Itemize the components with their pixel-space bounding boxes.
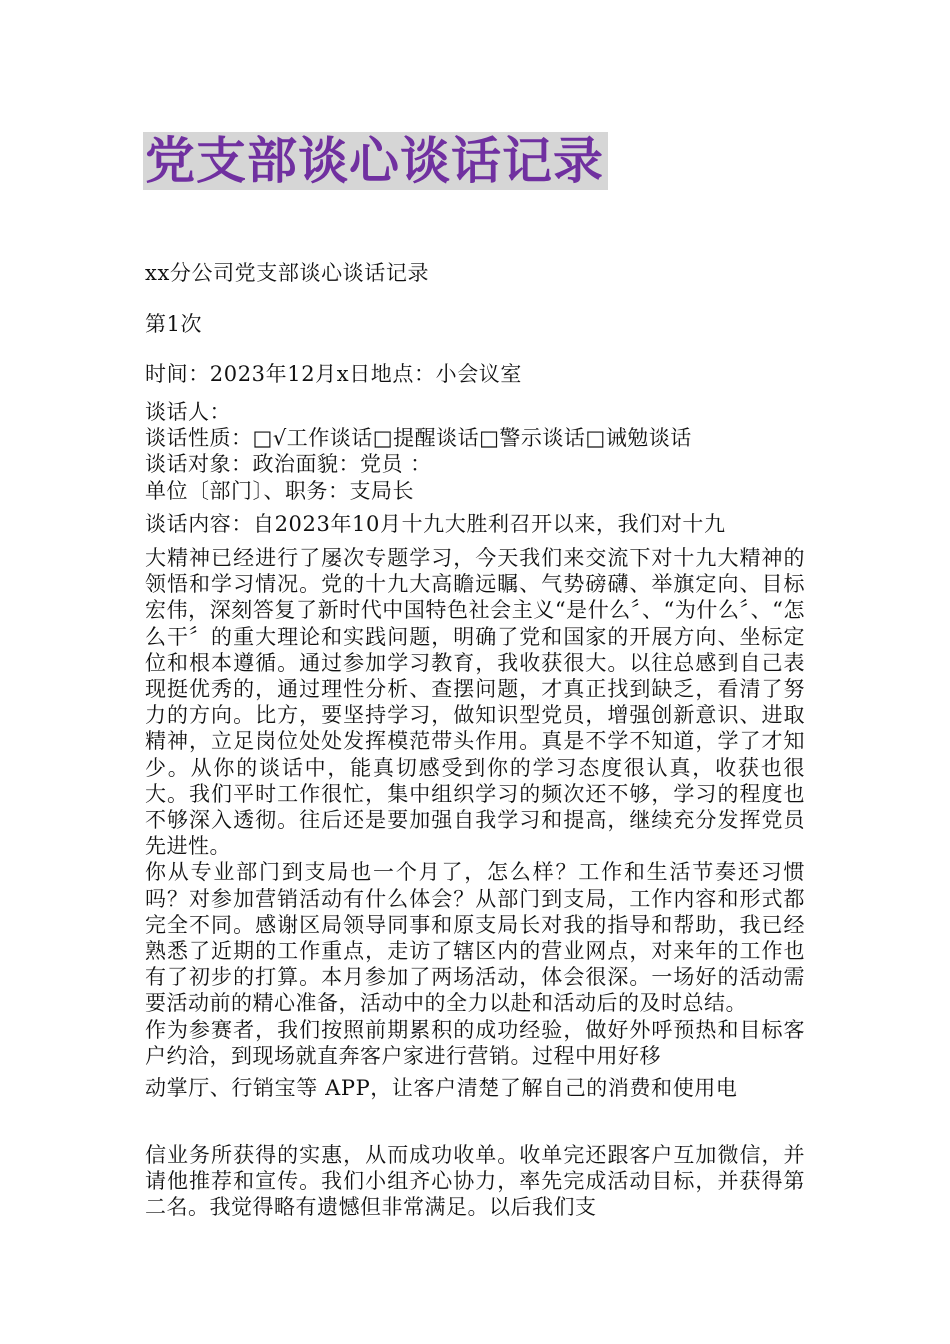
paragraph-3c: 信业务所获得的实惠，从而成功收单。收单完还跟客户互加微信，并请他推荐和宣传。我们小组齐心协力，率先完成活动目标，并获得第二名。我觉得略有遗憾但非常满足。以后我们支 bbox=[145, 1143, 805, 1220]
target-line: 谈话对象：政治面貌：党员 ： bbox=[145, 452, 432, 477]
meeting-info-block bbox=[145, 399, 805, 504]
time-place-line: 时间：2023年12月x日地点：小会议室 bbox=[145, 362, 523, 386]
speaker-line: 谈话人： bbox=[145, 400, 231, 424]
content-body bbox=[145, 545, 805, 1069]
nature-line: 谈话性质：□√工作谈话□提醒谈话□警示谈话□诫勉谈话 bbox=[145, 426, 692, 451]
unit-line: 单位〔部门〕、职务：支局长 bbox=[145, 478, 414, 503]
content-intro-line: 谈话内容：自2023年10月十九大胜利召开以来，我们对十九 bbox=[145, 512, 726, 536]
paragraph-2: 你从专业部门到支局也一个月了，怎么样？工作和生活节奏还习惯吗？对参加营销活动有什么体会？从部门到支局，工作内容和形式都完全不同。感谢区局领导同事和原支局长对我的指导和帮助，我已经熟悉了近期的工作重点，走访了辖区内的营业网点，对来年的工作也有了初步的打算。本月参加了两场活动，体会很深。一场好的活动需要活动前的精心准备，活动中的全力以赴和活动后的及时总结。 bbox=[145, 860, 805, 1016]
paragraph-1: 大精神已经进行了屡次专题学习，今天我们来交流下对十九大精神的领悟和学习情况。党的十九大高瞻远瞩、气势磅礴、举旗定向、目标宏伟，深刻答复了新时代中国特色社会主义“是什么〞、“为什么〞、“怎么干〞的重大理论和实践问题，明确了党和国家的开展方向、坐标定位和根本遵循。通过参加学习教育，我收获很大。以往总感到自己表现挺优秀的，通过理性分析、查摆问题，才真正找到缺乏，看清了努力的方向。比方，要坚持学习，做知识型党员，增强创新意识、进取精神，立足岗位处处发挥模范带头作用。真是不学不知道，学了才知少。从你的谈话中，能真切感受到你的学习态度很认真，收获也很大。我们平时工作很忙，集中组织学习的频次还不够，学习的程度也不够深入透彻。往后还是要加强自我学习和提高，继续充分发挥党员先进性。 bbox=[145, 546, 805, 859]
document-subtitle: xx分公司党支部谈心谈话记录 bbox=[145, 261, 430, 285]
session-number: 第1次 bbox=[145, 312, 203, 336]
paragraph-3b: 动掌厅、行销宝等 APP，让客户清楚了解自己的消费和使用电 bbox=[145, 1076, 738, 1100]
paragraph-3a: 作为参赛者，我们按照前期累积的成功经验，做好外呼预热和目标客户约洽，到现场就直奔客户家进行营销。过程中用好移 bbox=[145, 1017, 805, 1068]
document-title: 党支部谈心谈话记录 bbox=[143, 132, 608, 190]
